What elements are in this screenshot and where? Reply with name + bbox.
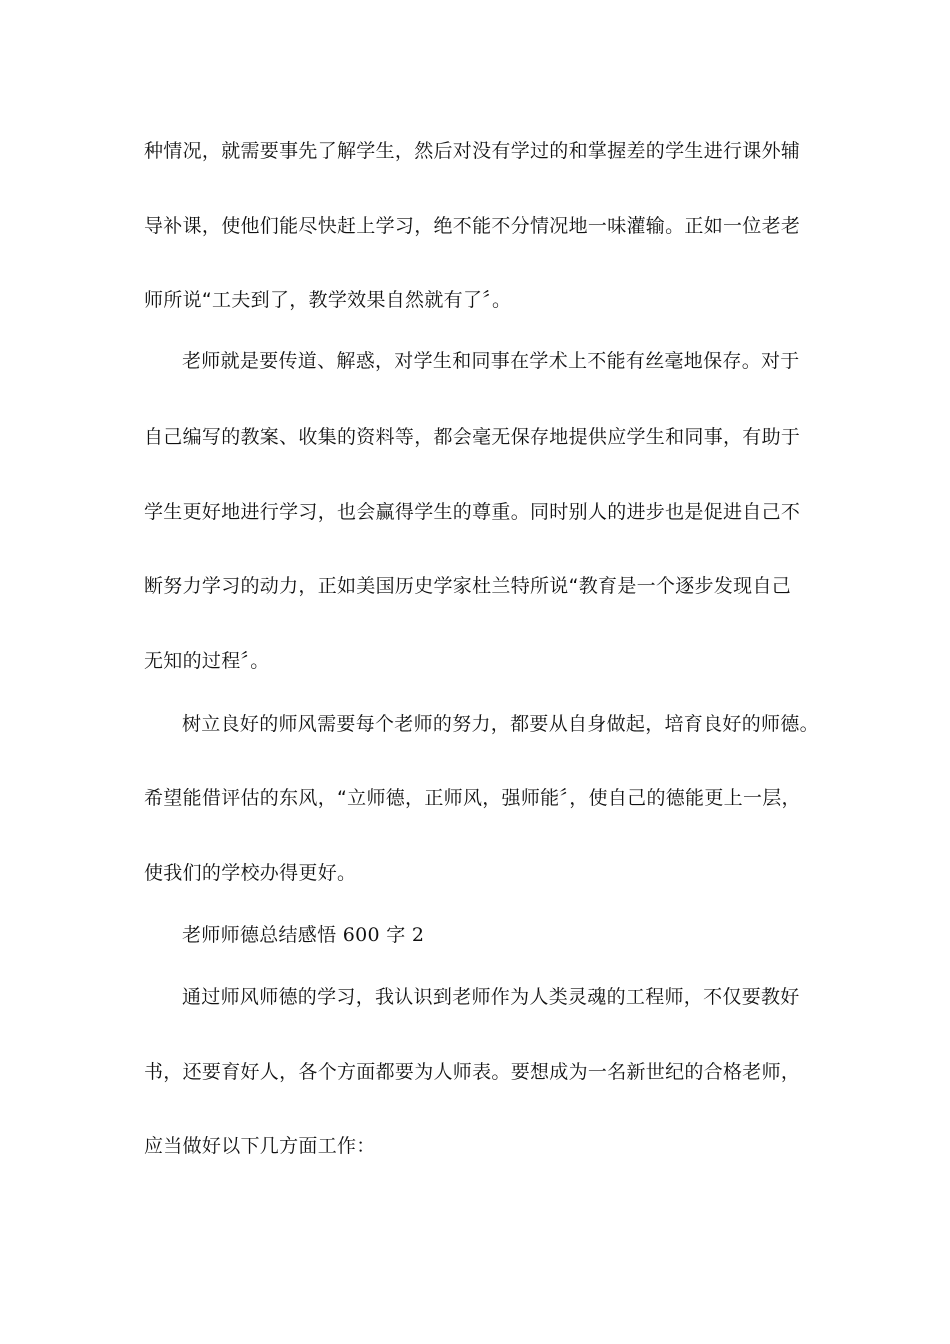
body-text-line: 导补课，使他们能尽快赶上学习，绝不能不分情况地一味灌输。正如一位老老 [144,215,801,237]
body-text-line: 自己编写的教案、收集的资料等，都会毫无保存地提供应学生和同事，有助于 [144,426,801,448]
body-text-line: 学生更好地进行学习，也会赢得学生的尊重。同时别人的进步也是促进自己不 [144,501,801,523]
body-text-line: 种情况，就需要事先了解学生，然后对没有学过的和掌握差的学生进行课外辅 [144,140,801,162]
body-text-line: 应当做好以下几方面工作： [144,1135,376,1157]
body-text-line: 书，还要育好人，各个方面都要为人师表。要想成为一名新世纪的合格老师， [144,1061,801,1083]
body-text-line: 断努力学习的动力，正如美国历史学家杜兰特所说“教育是一个逐步发现自己 [144,575,792,597]
body-text-line: 使我们的学校办得更好。 [144,862,357,884]
paragraph-first-line: 通过师风师德的学习，我认识到老师作为人类灵魂的工程师，不仅要教好 [182,986,800,1008]
body-text-line: 师所说“工夫到了，教学效果自然就有了〞。 [144,289,512,311]
body-text-line: 无知的过程〞。 [144,650,270,672]
section-heading: 老师师德总结感悟 600 字 2 [182,924,425,946]
body-text-line: 希望能借评估的东风，“立师德，正师风，强师能〞，使自己的德能更上一层， [144,787,801,809]
paragraph-first-line: 树立良好的师风需要每个老师的努力，都要从自身做起，培育良好的师德。 [182,713,819,735]
paragraph-first-line: 老师就是要传道、解惑，对学生和同事在学术上不能有丝毫地保存。对于 [182,350,800,372]
